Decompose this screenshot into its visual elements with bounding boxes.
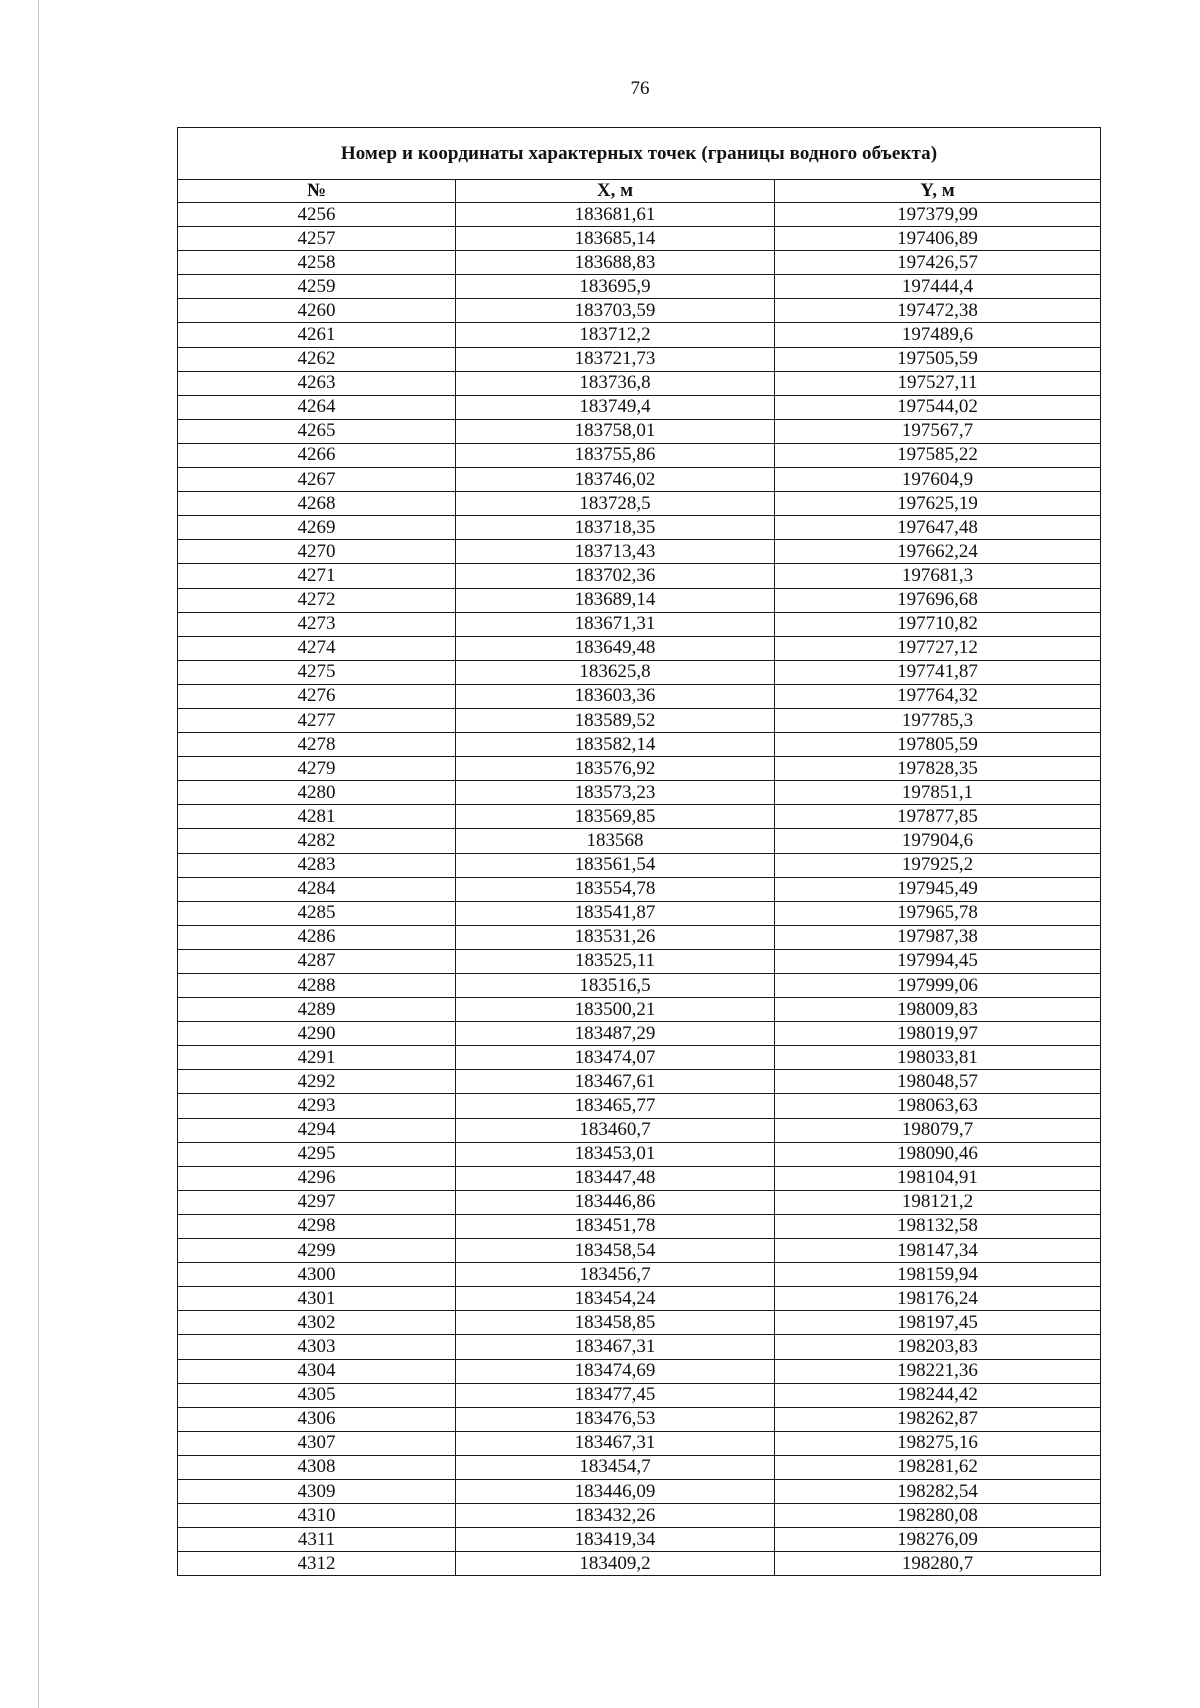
cell-x: 183451,78	[456, 1214, 775, 1238]
cell-x: 183454,24	[456, 1287, 775, 1311]
cell-number: 4285	[178, 901, 456, 925]
cell-x: 183685,14	[456, 227, 775, 251]
cell-y: 197585,22	[775, 443, 1101, 467]
cell-x: 183419,34	[456, 1528, 775, 1552]
coordinates-table-container	[177, 127, 1100, 1576]
table-row	[178, 540, 1101, 564]
cell-y: 197945,49	[775, 877, 1101, 901]
cell-y: 198090,46	[775, 1142, 1101, 1166]
table-title: Номер и координаты характерных точек (границы водного объекта)	[178, 128, 1101, 180]
cell-x: 183561,54	[456, 853, 775, 877]
cell-number: 4265	[178, 419, 456, 443]
cell-number: 4276	[178, 684, 456, 708]
cell-number: 4288	[178, 974, 456, 998]
table-row	[178, 1552, 1101, 1576]
table-row	[178, 371, 1101, 395]
cell-number: 4270	[178, 540, 456, 564]
cell-y: 198203,83	[775, 1335, 1101, 1359]
cell-x: 183712,2	[456, 323, 775, 347]
cell-number: 4311	[178, 1528, 456, 1552]
table-row	[178, 1118, 1101, 1142]
cell-number: 4260	[178, 299, 456, 323]
cell-y: 197625,19	[775, 492, 1101, 516]
cell-y: 198121,2	[775, 1190, 1101, 1214]
cell-y: 197987,38	[775, 925, 1101, 949]
cell-number: 4259	[178, 275, 456, 299]
cell-x: 183702,36	[456, 564, 775, 588]
cell-y: 198048,57	[775, 1070, 1101, 1094]
cell-y: 198132,58	[775, 1214, 1101, 1238]
table-row	[178, 733, 1101, 757]
cell-y: 197851,1	[775, 781, 1101, 805]
cell-number: 4289	[178, 998, 456, 1022]
table-row	[178, 636, 1101, 660]
cell-number: 4275	[178, 660, 456, 684]
cell-x: 183695,9	[456, 275, 775, 299]
cell-y: 198221,36	[775, 1359, 1101, 1383]
table-row	[178, 708, 1101, 732]
cell-number: 4273	[178, 612, 456, 636]
cell-number: 4282	[178, 829, 456, 853]
cell-number: 4298	[178, 1214, 456, 1238]
cell-x: 183456,7	[456, 1263, 775, 1287]
cell-y: 197662,24	[775, 540, 1101, 564]
table-row	[178, 323, 1101, 347]
cell-y: 198079,7	[775, 1118, 1101, 1142]
cell-x: 183409,2	[456, 1552, 775, 1576]
table-title-row	[178, 128, 1101, 180]
table-body	[178, 203, 1101, 1576]
cell-x: 183446,09	[456, 1479, 775, 1503]
cell-number: 4267	[178, 468, 456, 492]
cell-number: 4291	[178, 1046, 456, 1070]
cell-y: 197604,9	[775, 468, 1101, 492]
cell-x: 183749,4	[456, 395, 775, 419]
table-row	[178, 1407, 1101, 1431]
table-header-row	[178, 180, 1101, 203]
cell-x: 183573,23	[456, 781, 775, 805]
cell-number: 4280	[178, 781, 456, 805]
table-row	[178, 612, 1101, 636]
cell-number: 4269	[178, 516, 456, 540]
cell-x: 183554,78	[456, 877, 775, 901]
cell-y: 198063,63	[775, 1094, 1101, 1118]
cell-x: 183458,85	[456, 1311, 775, 1335]
cell-number: 4300	[178, 1263, 456, 1287]
cell-y: 198276,09	[775, 1528, 1101, 1552]
scan-edge-line	[38, 0, 39, 1708]
cell-x: 183688,83	[456, 251, 775, 275]
header-y: Y, м	[775, 180, 1101, 203]
cell-x: 183713,43	[456, 540, 775, 564]
cell-y: 198280,7	[775, 1552, 1101, 1576]
cell-number: 4312	[178, 1552, 456, 1576]
table-row	[178, 1214, 1101, 1238]
cell-number: 4302	[178, 1311, 456, 1335]
table-row	[178, 227, 1101, 251]
cell-y: 198244,42	[775, 1383, 1101, 1407]
cell-number: 4287	[178, 949, 456, 973]
cell-number: 4272	[178, 588, 456, 612]
cell-x: 183458,54	[456, 1239, 775, 1263]
cell-x: 183453,01	[456, 1142, 775, 1166]
cell-number: 4257	[178, 227, 456, 251]
cell-x: 183569,85	[456, 805, 775, 829]
cell-number: 4303	[178, 1335, 456, 1359]
cell-x: 183736,8	[456, 371, 775, 395]
cell-y: 198009,83	[775, 998, 1101, 1022]
cell-number: 4264	[178, 395, 456, 419]
cell-y: 198275,16	[775, 1431, 1101, 1455]
cell-x: 183467,31	[456, 1335, 775, 1359]
cell-x: 183589,52	[456, 708, 775, 732]
cell-y: 198147,34	[775, 1239, 1101, 1263]
table-row	[178, 516, 1101, 540]
cell-number: 4271	[178, 564, 456, 588]
cell-x: 183576,92	[456, 757, 775, 781]
table-row	[178, 299, 1101, 323]
table-row	[178, 1528, 1101, 1552]
cell-number: 4310	[178, 1504, 456, 1528]
table-row	[178, 1166, 1101, 1190]
cell-number: 4283	[178, 853, 456, 877]
cell-y: 197764,32	[775, 684, 1101, 708]
table-row	[178, 251, 1101, 275]
table-row	[178, 1263, 1101, 1287]
cell-y: 197828,35	[775, 757, 1101, 781]
table-row	[178, 443, 1101, 467]
cell-y: 197925,2	[775, 853, 1101, 877]
cell-number: 4256	[178, 203, 456, 227]
cell-x: 183447,48	[456, 1166, 775, 1190]
cell-number: 4296	[178, 1166, 456, 1190]
cell-x: 183474,69	[456, 1359, 775, 1383]
cell-y: 198019,97	[775, 1022, 1101, 1046]
cell-number: 4262	[178, 347, 456, 371]
cell-number: 4266	[178, 443, 456, 467]
table-row	[178, 468, 1101, 492]
cell-y: 197965,78	[775, 901, 1101, 925]
cell-x: 183582,14	[456, 733, 775, 757]
table-row	[178, 1455, 1101, 1479]
table-row	[178, 564, 1101, 588]
cell-x: 183531,26	[456, 925, 775, 949]
cell-x: 183476,53	[456, 1407, 775, 1431]
cell-number: 4306	[178, 1407, 456, 1431]
cell-x: 183755,86	[456, 443, 775, 467]
cell-number: 4284	[178, 877, 456, 901]
table-row	[178, 925, 1101, 949]
cell-y: 197710,82	[775, 612, 1101, 636]
table-row	[178, 419, 1101, 443]
cell-y: 198280,08	[775, 1504, 1101, 1528]
cell-y: 198104,91	[775, 1166, 1101, 1190]
cell-y: 198262,87	[775, 1407, 1101, 1431]
cell-number: 4279	[178, 757, 456, 781]
table-row	[178, 660, 1101, 684]
cell-number: 4297	[178, 1190, 456, 1214]
cell-number: 4286	[178, 925, 456, 949]
cell-number: 4261	[178, 323, 456, 347]
cell-x: 183681,61	[456, 203, 775, 227]
cell-x: 183728,5	[456, 492, 775, 516]
cell-y: 197647,48	[775, 516, 1101, 540]
table-row	[178, 877, 1101, 901]
table-row	[178, 1239, 1101, 1263]
cell-number: 4295	[178, 1142, 456, 1166]
cell-y: 197379,99	[775, 203, 1101, 227]
cell-y: 197696,68	[775, 588, 1101, 612]
cell-y: 197994,45	[775, 949, 1101, 973]
cell-x: 183689,14	[456, 588, 775, 612]
cell-y: 197527,11	[775, 371, 1101, 395]
cell-x: 183746,02	[456, 468, 775, 492]
cell-y: 197741,87	[775, 660, 1101, 684]
table-row	[178, 203, 1101, 227]
cell-x: 183446,86	[456, 1190, 775, 1214]
cell-number: 4292	[178, 1070, 456, 1094]
table-row	[178, 1479, 1101, 1503]
cell-y: 197727,12	[775, 636, 1101, 660]
cell-x: 183432,26	[456, 1504, 775, 1528]
cell-y: 197444,4	[775, 275, 1101, 299]
cell-number: 4281	[178, 805, 456, 829]
cell-number: 4268	[178, 492, 456, 516]
cell-y: 198197,45	[775, 1311, 1101, 1335]
cell-y: 197805,59	[775, 733, 1101, 757]
cell-y: 197406,89	[775, 227, 1101, 251]
cell-number: 4305	[178, 1383, 456, 1407]
table-row	[178, 1287, 1101, 1311]
cell-number: 4308	[178, 1455, 456, 1479]
header-number: №	[178, 180, 456, 203]
table-row	[178, 684, 1101, 708]
cell-y: 197489,6	[775, 323, 1101, 347]
cell-x: 183465,77	[456, 1094, 775, 1118]
cell-number: 4309	[178, 1479, 456, 1503]
table-row	[178, 1142, 1101, 1166]
cell-y: 198281,62	[775, 1455, 1101, 1479]
cell-y: 197877,85	[775, 805, 1101, 829]
cell-y: 197681,3	[775, 564, 1101, 588]
cell-number: 4304	[178, 1359, 456, 1383]
table-row	[178, 781, 1101, 805]
table-row	[178, 1022, 1101, 1046]
cell-x: 183467,61	[456, 1070, 775, 1094]
table-row	[178, 1190, 1101, 1214]
cell-x: 183500,21	[456, 998, 775, 1022]
table-row	[178, 853, 1101, 877]
cell-x: 183721,73	[456, 347, 775, 371]
table-row	[178, 588, 1101, 612]
table-row	[178, 1359, 1101, 1383]
table-row	[178, 347, 1101, 371]
cell-x: 183758,01	[456, 419, 775, 443]
cell-x: 183454,7	[456, 1455, 775, 1479]
table-row	[178, 492, 1101, 516]
cell-x: 183671,31	[456, 612, 775, 636]
cell-x: 183541,87	[456, 901, 775, 925]
cell-number: 4277	[178, 708, 456, 732]
table-row	[178, 1504, 1101, 1528]
cell-x: 183703,59	[456, 299, 775, 323]
cell-x: 183649,48	[456, 636, 775, 660]
cell-y: 197505,59	[775, 347, 1101, 371]
table-row	[178, 949, 1101, 973]
coordinates-table	[177, 127, 1101, 1576]
cell-number: 4293	[178, 1094, 456, 1118]
table-row	[178, 1383, 1101, 1407]
cell-x: 183487,29	[456, 1022, 775, 1046]
cell-number: 4301	[178, 1287, 456, 1311]
cell-x: 183525,11	[456, 949, 775, 973]
cell-x: 183603,36	[456, 684, 775, 708]
cell-y: 197426,57	[775, 251, 1101, 275]
cell-x: 183516,5	[456, 974, 775, 998]
cell-y: 197785,3	[775, 708, 1101, 732]
cell-number: 4274	[178, 636, 456, 660]
cell-number: 4263	[178, 371, 456, 395]
cell-x: 183474,07	[456, 1046, 775, 1070]
cell-x: 183568	[456, 829, 775, 853]
table-row	[178, 1094, 1101, 1118]
cell-x: 183718,35	[456, 516, 775, 540]
cell-number: 4290	[178, 1022, 456, 1046]
table-row	[178, 395, 1101, 419]
table-row	[178, 998, 1101, 1022]
table-row	[178, 275, 1101, 299]
cell-y: 197544,02	[775, 395, 1101, 419]
header-x: X, м	[456, 180, 775, 203]
table-row	[178, 1311, 1101, 1335]
cell-number: 4294	[178, 1118, 456, 1142]
table-row	[178, 1070, 1101, 1094]
cell-y: 198033,81	[775, 1046, 1101, 1070]
cell-number: 4278	[178, 733, 456, 757]
table-row	[178, 805, 1101, 829]
cell-y: 197567,7	[775, 419, 1101, 443]
cell-x: 183467,31	[456, 1431, 775, 1455]
cell-x: 183460,7	[456, 1118, 775, 1142]
cell-y: 197999,06	[775, 974, 1101, 998]
page-number: 76	[630, 78, 650, 99]
cell-number: 4299	[178, 1239, 456, 1263]
table-row	[178, 1046, 1101, 1070]
cell-y: 198159,94	[775, 1263, 1101, 1287]
cell-x: 183477,45	[456, 1383, 775, 1407]
table-row	[178, 974, 1101, 998]
table-row	[178, 1431, 1101, 1455]
cell-y: 197904,6	[775, 829, 1101, 853]
cell-x: 183625,8	[456, 660, 775, 684]
cell-y: 198282,54	[775, 1479, 1101, 1503]
table-row	[178, 1335, 1101, 1359]
cell-number: 4258	[178, 251, 456, 275]
table-row	[178, 757, 1101, 781]
cell-y: 197472,38	[775, 299, 1101, 323]
table-row	[178, 829, 1101, 853]
table-row	[178, 901, 1101, 925]
cell-number: 4307	[178, 1431, 456, 1455]
cell-y: 198176,24	[775, 1287, 1101, 1311]
